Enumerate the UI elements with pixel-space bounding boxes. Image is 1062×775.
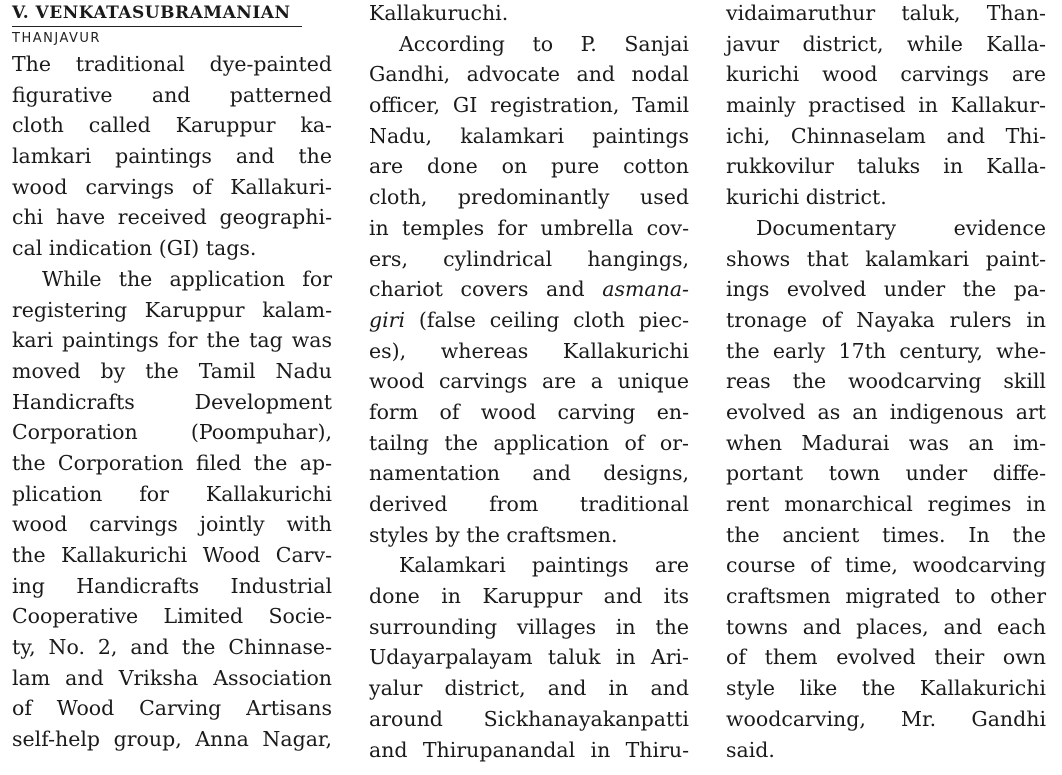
text-line: derived from traditional: [369, 492, 689, 516]
text-line: ers, cylindrical hangings,: [369, 246, 689, 271]
text-line: javur district, while Kalla-: [726, 31, 1046, 56]
text-line: cloth called Karuppur ka-: [12, 113, 332, 138]
text-line: officer, GI registration, Tamil: [369, 93, 689, 118]
text-line: giri (false ceiling cloth piec-: [369, 307, 689, 332]
article-column-3: [726, 0, 1046, 765]
text-line: craftsmen migrated to other: [726, 584, 1046, 609]
text-line: While the application for: [42, 266, 332, 291]
column-3-text: [726, 0, 1046, 765]
text-line: registering Karuppur kalam-: [12, 297, 332, 322]
article-column-2: [369, 0, 689, 765]
byline-rule: [12, 26, 302, 27]
text-line: Kalamkari paintings are: [399, 553, 689, 578]
text-line: Kallakuruchi.: [369, 1, 509, 25]
text-line: the early 17th century, whe-: [726, 338, 1046, 363]
text-line: said.: [726, 737, 775, 762]
text-line: kurichi wood carvings are: [726, 62, 1046, 87]
article-column-1: [12, 0, 332, 755]
text-line: surrounding villages in the: [369, 614, 689, 639]
text-line: kari paintings for the tag was: [12, 328, 332, 353]
text-line: and Thirupanandal in Thiru-: [369, 737, 689, 762]
column-2-text: [369, 0, 689, 765]
text-line: vidaimaruthur taluk, Than-: [726, 1, 1046, 25]
text-line: lam and Vriksha Association: [12, 665, 332, 690]
text-line: According to P. Sanjai: [399, 31, 689, 56]
text-line: mainly practised in Kallakur-: [726, 93, 1046, 118]
text-line: the ancient times. In the: [726, 522, 1046, 547]
text-line: evolved as an indigenous art: [726, 399, 1046, 424]
text-line: styles by the craftsmen.: [369, 522, 618, 547]
text-line: namentation and designs,: [369, 461, 689, 486]
text-line: cloth, predominantly used: [369, 185, 689, 210]
text-line: of Wood Carving Artisans: [12, 696, 332, 721]
column-1-text: [12, 49, 332, 755]
text-line: Gandhi, advocate and nodal: [369, 62, 689, 87]
text-line: chi have received geographi-: [12, 205, 332, 230]
dateline: THANJAVUR: [12, 31, 101, 46]
text-line: self-help group, Anna Nagar,: [12, 727, 332, 752]
text-line: moved by the Tamil Nadu: [12, 358, 332, 383]
text-line: kurichi district.: [726, 185, 887, 210]
text-line: yalur district, and in and: [369, 676, 689, 701]
text-line: figurative and patterned: [12, 82, 332, 107]
text-line: rent monarchical regimes in: [726, 492, 1046, 516]
text-line: when Madurai was an im-: [726, 430, 1046, 455]
text-line: cal indication (GI) tags.: [12, 236, 257, 261]
text-line: the Kallakurichi Wood Carv-: [12, 543, 332, 567]
text-line: are done on pure cotton: [369, 154, 689, 179]
text-line: around Sickhanayakanpatti: [369, 706, 689, 731]
text-line: Corporation (Poompuhar),: [12, 420, 332, 445]
text-line: in temples for umbrella cov-: [369, 215, 689, 240]
text-line: rukkovilur taluks in Kalla-: [726, 154, 1046, 179]
text-line: reas the woodcarving skill: [726, 369, 1046, 394]
text-line: Udayarpalayam taluk in Ari-: [369, 645, 689, 670]
text-line: The traditional dye-painted: [12, 52, 332, 76]
text-line: wood carvings of Kallakuri-: [12, 174, 332, 199]
text-line: woodcarving, Mr. Gandhi: [726, 706, 1046, 731]
text-line: tailng the application of or-: [369, 430, 689, 455]
byline: V. VENKATASUBRAMANIAN: [12, 3, 291, 23]
text-line: ings evolved under the pa-: [726, 277, 1046, 302]
text-line: towns and places, and each: [726, 614, 1046, 639]
text-line: course of time, woodcarving: [726, 553, 1046, 578]
text-line: wood carvings jointly with: [12, 512, 332, 537]
text-line: form of wood carving en-: [369, 399, 689, 424]
text-line: chariot covers and asmana-: [369, 277, 689, 302]
text-line: Cooperative Limited Socie-: [12, 604, 332, 629]
text-line: Handicrafts Development: [12, 389, 332, 414]
text-line: ty, No. 2, and the Chinnase-: [12, 635, 332, 660]
text-line: wood carvings are a unique: [369, 369, 689, 394]
text-line: style like the Kallakurichi: [726, 676, 1046, 701]
text-line: plication for Kallakurichi: [12, 481, 332, 506]
text-line: es), whereas Kallakurichi: [369, 338, 689, 363]
text-line: portant town under diffe-: [726, 461, 1046, 486]
text-line: lamkari paintings and the: [12, 144, 332, 169]
text-line: of them evolved their own: [726, 645, 1046, 670]
text-line: the Corporation filed the ap-: [12, 450, 332, 475]
text-line: ichi, Chinnaselam and Thi-: [726, 123, 1046, 148]
text-line: shows that kalamkari paint-: [726, 246, 1046, 271]
text-line: ing Handicrafts Industrial: [12, 573, 332, 598]
text-line: Nadu, kalamkari paintings: [369, 123, 689, 148]
text-line: Documentary evidence: [756, 215, 1046, 240]
text-line: tronage of Nayaka rulers in: [726, 307, 1046, 332]
text-line: done in Karuppur and its: [369, 584, 689, 609]
